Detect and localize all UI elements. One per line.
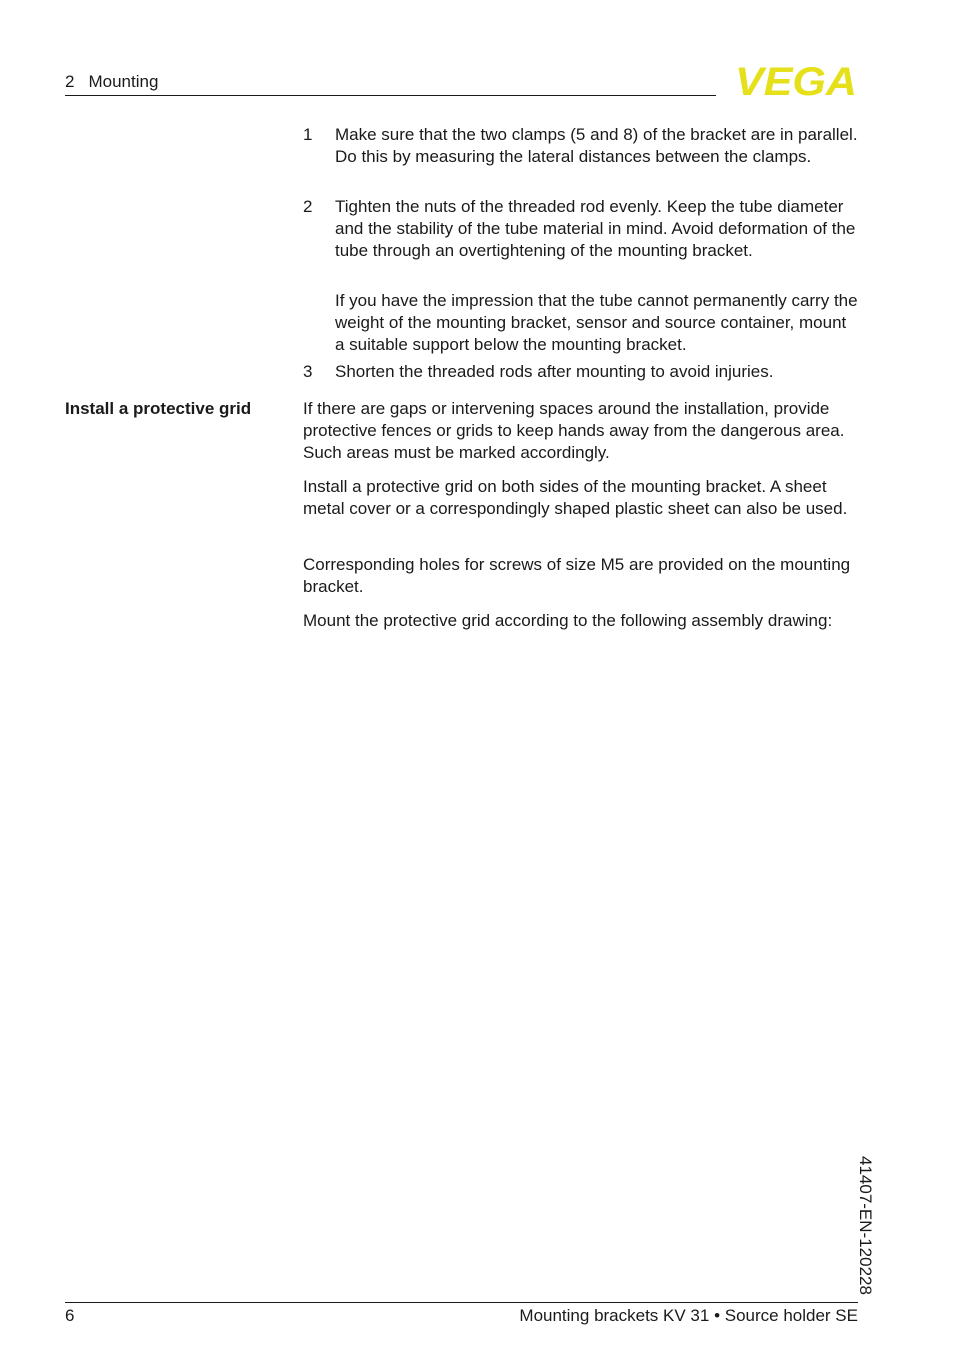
step-number: 1 <box>303 125 313 144</box>
footer-title: Mounting brackets KV 31 • Source holder SE <box>519 1306 858 1325</box>
vega-logo <box>734 64 858 98</box>
step-3 <box>303 361 859 383</box>
step-2 <box>303 196 859 261</box>
page-number: 6 <box>65 1306 75 1325</box>
running-header <box>65 71 158 93</box>
side-heading-protective-grid: Install a protective grid <box>65 399 252 418</box>
step-2-note: If you have the impression that the tube cannot permanently carry the weight of the mounting bracket, sensor and source container, mount a suitable support below the mounting bracket. <box>335 291 858 354</box>
paragraph: Mount the protective grid according to the following assembly drawing: <box>303 611 833 630</box>
step-text: Make sure that the two clamps (5 and 8) of the bracket are in parallel. Do this by measuring the lateral distances between the clamps. <box>335 125 858 166</box>
step-number: 3 <box>303 362 313 381</box>
paragraph: Install a protective grid on both sides of the mounting bracket. A sheet metal cover or a correspondingly shaped plastic sheet can also be used. <box>303 477 848 518</box>
vega-logo-text: VEGA <box>735 64 857 98</box>
section-number: 2 <box>65 72 75 91</box>
step-1 <box>303 124 859 168</box>
section-title: Mounting <box>88 72 159 91</box>
paragraph: If there are gaps or intervening spaces around the installation, provide protective fences or grids to keep hands away from the dangerous area. Such areas must be marked accordingly. <box>303 399 845 462</box>
step-text: Shorten the threaded rods after mounting to avoid injuries. <box>335 362 774 381</box>
document-id: 41407-EN-120228 <box>856 1156 875 1295</box>
paragraph: Corresponding holes for screws of size M5 are provided on the mounting bracket. <box>303 555 851 596</box>
step-text: Tighten the nuts of the threaded rod evenly. Keep the tube diameter and the stability of the tube material in mind. Avoid deformation of the tube through an overtightening of the mounting bracket. <box>335 197 856 260</box>
header-divider <box>65 95 716 96</box>
footer-divider <box>65 1302 858 1303</box>
step-number: 2 <box>303 197 313 216</box>
